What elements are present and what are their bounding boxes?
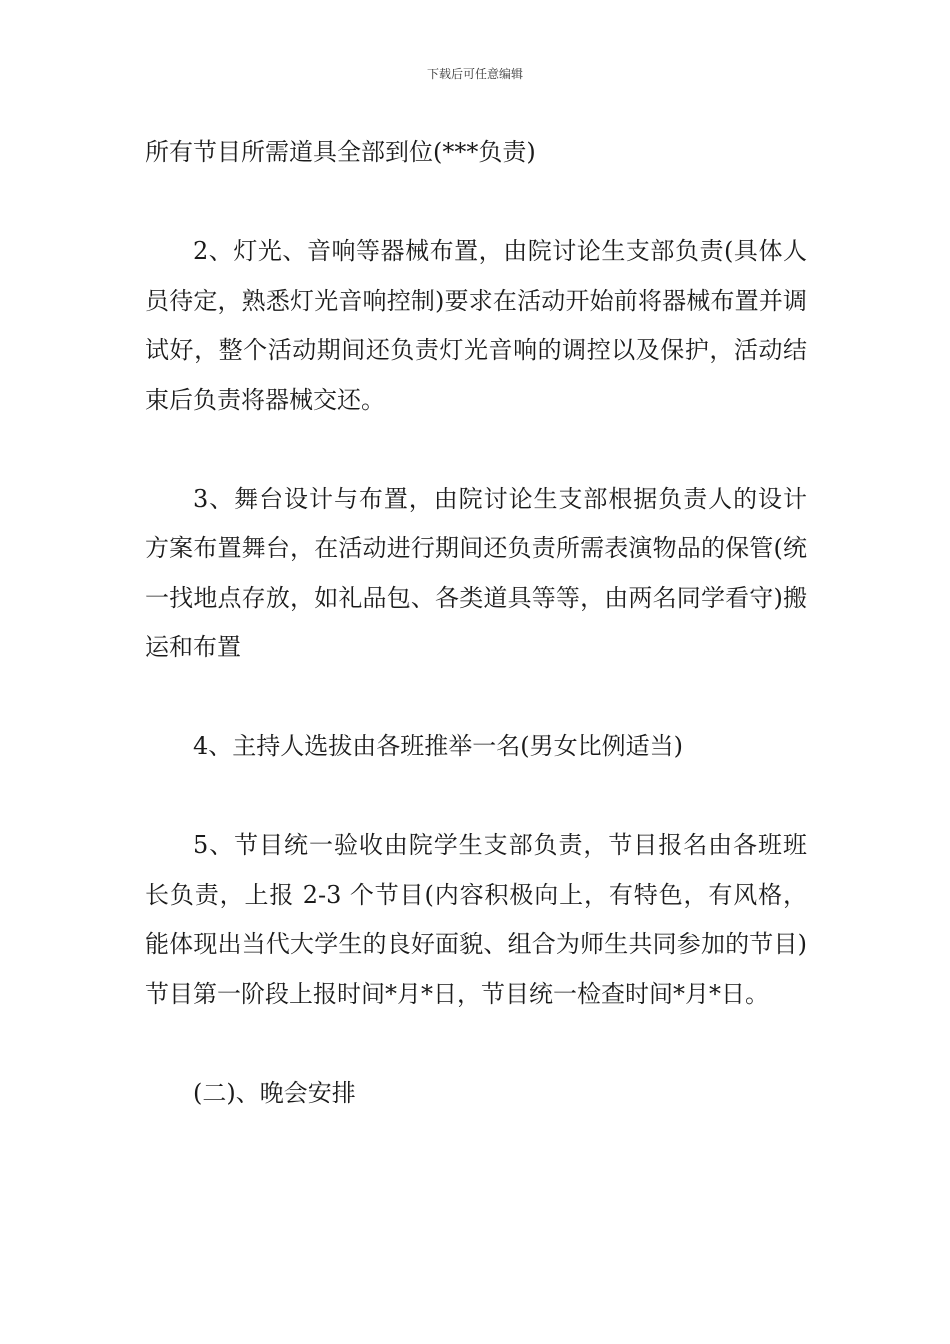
- paragraph-host-selection: 4、主持人选拔由各班推举一名(男女比例适当): [193, 732, 683, 760]
- paragraph-program-acceptance: 5、节目统一验收由院学生支部负责，节目报名由各班班长负责，上报 2-3 个节目(内容积极向上，有特色，有风格，能体现出当代大学生的良好面貌、组合为师生共同参加的节目)节目第一阶段上报时间*月*日，节目统一检查时间*月*日。: [145, 831, 807, 1008]
- document-body: [145, 128, 807, 1118]
- paragraph-props: 所有节目所需道具全部到位(***负责): [145, 138, 536, 166]
- section-heading-evening-arrangement: (二)、晚会安排: [193, 1078, 356, 1107]
- page-header-note: 下载后可任意编辑: [426, 67, 523, 81]
- paragraph-lighting-sound: 2、灯光、音响等器械布置，由院讨论生支部负责(具体人员待定，熟悉灯光音响控制)要求在活动开始前将器械布置并调试好，整个活动期间还负责灯光音响的调控以及保护，活动结束后负责将器械交还。: [145, 237, 807, 414]
- paragraph-stage-design: 3、舞台设计与布置，由院讨论生支部根据负责人的设计方案布置舞台，在活动进行期间还负责所需表演物品的保管(统一找地点存放，如礼品包、各类道具等等，由两名同学看守)搬运和布置: [145, 484, 807, 661]
